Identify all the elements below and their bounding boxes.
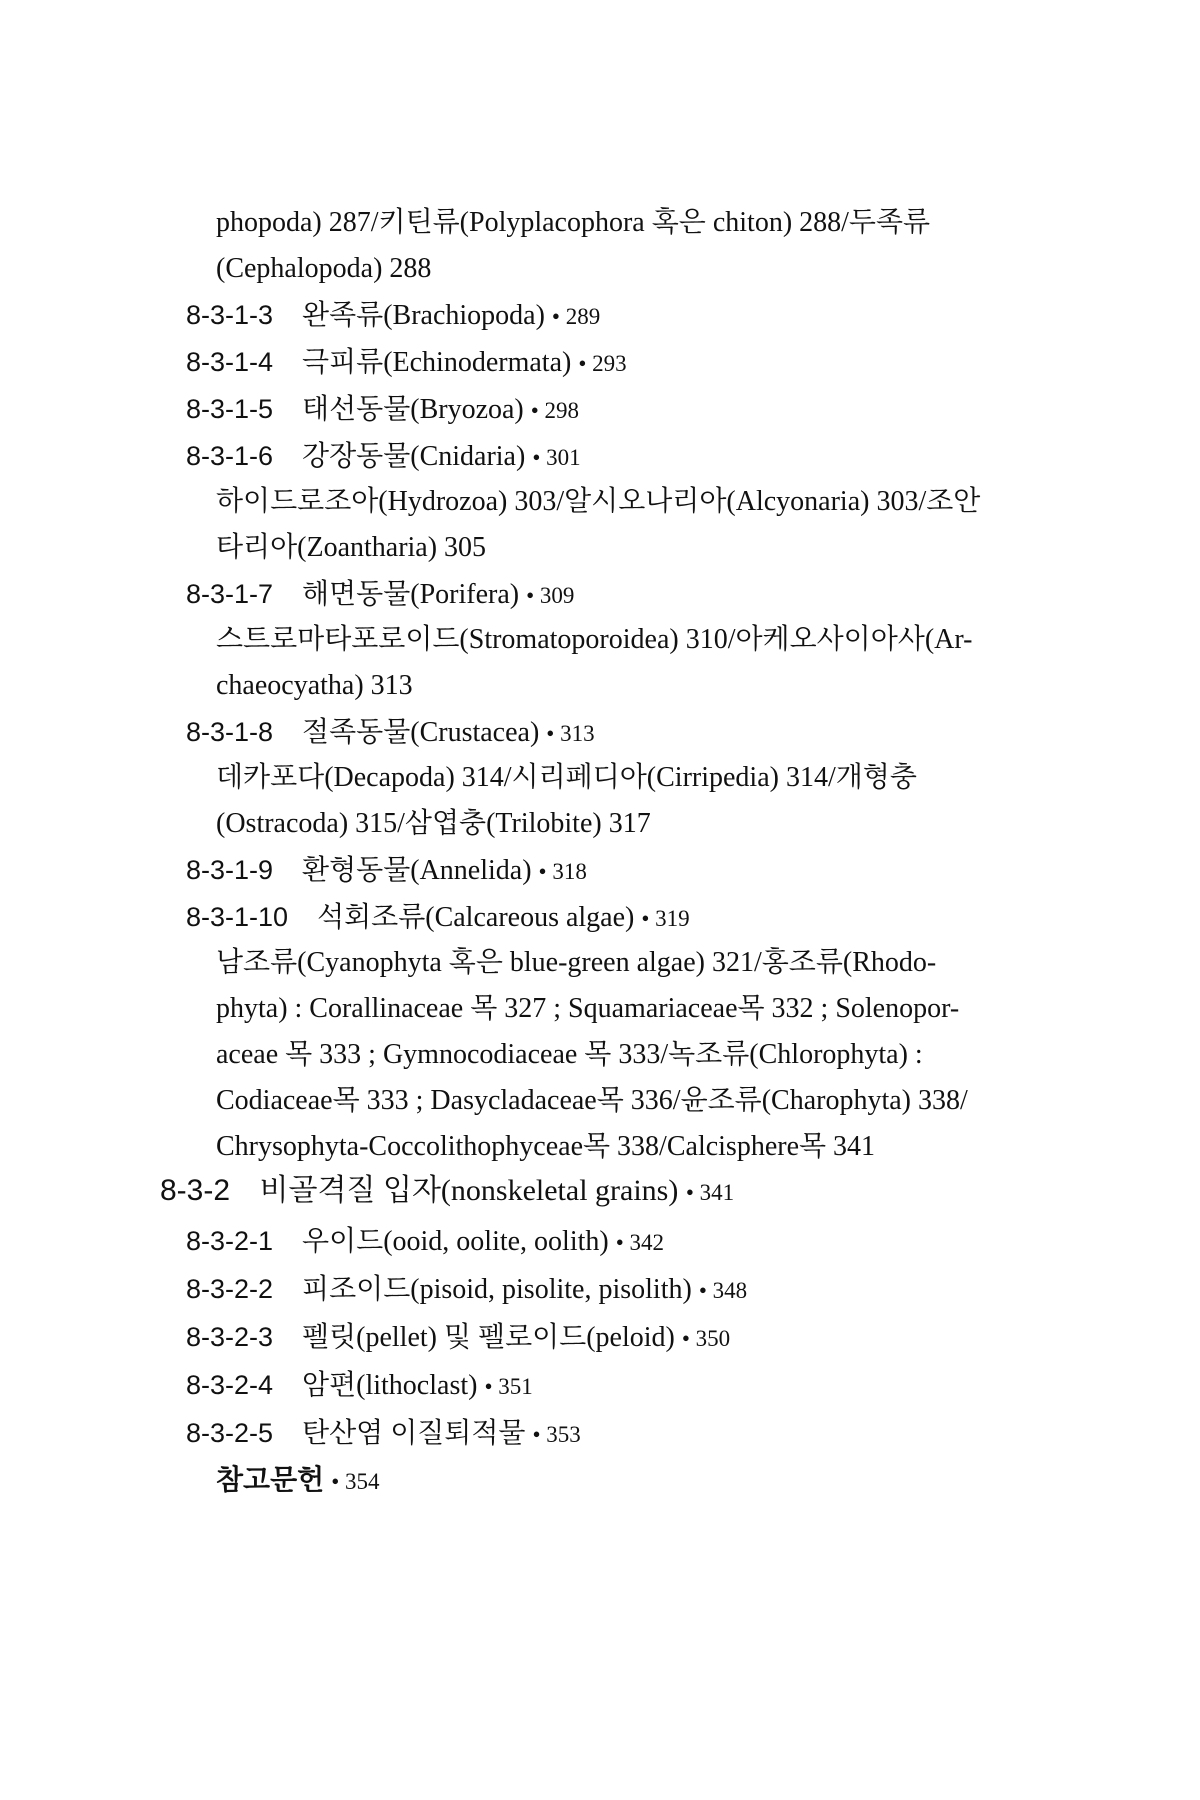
toc-text: aceae 목 333 ; Gymnocodiaceae 목 333/녹조류(Chlorophyta) :: [216, 1039, 923, 1070]
toc-subentry-line: [216, 623, 972, 657]
section-title: 태선동물(Bryozoa): [302, 394, 524, 425]
page-number: • 318: [538, 859, 587, 884]
page-number: • 341: [685, 1180, 735, 1205]
toc-text: 타리아(Zoantharia) 305: [216, 532, 487, 563]
section-title: 우이드(ooid, oolite, oolith): [302, 1226, 609, 1257]
toc-entry: [186, 577, 574, 613]
section-title: 암편(lithoclast): [302, 1370, 478, 1401]
toc-entry: [186, 1224, 664, 1260]
section-number: 8-3-1-4: [186, 347, 274, 377]
section-number: 8-3-2-5: [186, 1418, 274, 1448]
toc-subentry-line: [216, 761, 917, 795]
toc-subentry-line: [216, 1084, 968, 1118]
toc-entry: [186, 1368, 533, 1404]
toc-entry: [186, 853, 587, 889]
toc-text: 하이드로조아(Hydrozoa) 303/알시오나리아(Alcyonaria) 303/조안: [216, 486, 981, 517]
toc-continuation-line: [216, 206, 930, 240]
toc-text: (Cephalopoda) 288: [216, 253, 432, 284]
page-number: • 351: [484, 1374, 533, 1399]
toc-text: phopoda) 287/키틴류(Polyplacophora 혹은 chiton) 288/두족류: [216, 207, 931, 238]
toc-entry: [186, 392, 579, 428]
section-title: 펠릿(pellet) 및 펠로이드(peloid): [302, 1322, 675, 1353]
page-number: • 350: [681, 1326, 731, 1351]
toc-text: chaeocyatha) 313: [216, 670, 413, 701]
page-number: • 289: [551, 304, 601, 329]
section-number: 8-3-2: [160, 1174, 231, 1207]
toc-subentry-line: [216, 531, 486, 565]
toc-entry: [186, 715, 595, 751]
toc-subentry-line: [216, 807, 651, 841]
page-number: • 342: [615, 1230, 665, 1255]
section-title: 극피류(Echinodermata): [302, 347, 572, 378]
toc-section-heading: [160, 1174, 734, 1210]
toc-subentry-line: [216, 1130, 875, 1164]
page-number: • 309: [526, 583, 575, 608]
section-number: 8-3-2-3: [186, 1322, 274, 1352]
section-title: 절족동물(Crustacea): [302, 717, 540, 748]
section-title: 참고문헌: [216, 1465, 325, 1496]
section-number: 8-3-1-10: [186, 902, 289, 932]
toc-text: 남조류(Cyanophyta 혹은 blue-green algae) 321/홍조류(Rhodo-: [216, 947, 937, 978]
section-title: 강장동물(Cnidaria): [302, 441, 526, 472]
section-title: 석회조류(Calcareous algae): [317, 902, 635, 933]
page-number: • 301: [532, 445, 581, 470]
toc-entry: [186, 1272, 747, 1308]
toc-text: 스트로마타포로이드(Stromatoporoidea) 310/아케오사이아사(Ar-: [216, 624, 973, 655]
toc-entry: [186, 298, 600, 334]
section-number: 8-3-1-7: [186, 579, 274, 609]
section-title: 완족류(Brachiopoda): [302, 300, 545, 331]
toc-subentry-line: [216, 992, 959, 1026]
page-number: • 313: [546, 721, 595, 746]
section-number: 8-3-1-5: [186, 394, 274, 424]
section-number: 8-3-2-2: [186, 1274, 274, 1304]
toc-entry-references: [216, 1464, 380, 1499]
section-number: 8-3-1-3: [186, 300, 274, 330]
page-number: • 348: [698, 1278, 748, 1303]
toc-entry: [186, 439, 581, 475]
page-number: • 319: [641, 906, 690, 931]
toc-text: Chrysophyta-Coccolithophyceae목 338/Calcisphere목 341: [216, 1131, 876, 1162]
toc-entry: [186, 1416, 581, 1452]
toc-entry: [186, 1320, 730, 1356]
section-title: 해면동물(Porifera): [302, 579, 520, 610]
toc-subentry-line: [216, 485, 980, 519]
toc-text: Codiaceae목 333 ; Dasycladaceae목 336/윤조류(Charophyta) 338/: [216, 1085, 968, 1116]
section-number: 8-3-2-1: [186, 1226, 274, 1256]
page-number: • 293: [578, 351, 627, 376]
toc-continuation-line: [216, 252, 431, 286]
toc-text: (Ostracoda) 315/삼엽충(Trilobite) 317: [216, 808, 651, 839]
section-title: 피조이드(pisoid, pisolite, pisolith): [302, 1274, 692, 1305]
section-number: 8-3-1-9: [186, 855, 274, 885]
toc-entry: [186, 345, 627, 381]
section-title: 환형동물(Annelida): [302, 855, 532, 886]
page-number: • 354: [331, 1469, 380, 1494]
toc-text: phyta) : Corallinaceae 목 327 ; Squamariaceae목 332 ; Solenopor-: [216, 993, 960, 1024]
toc-entry: [186, 900, 690, 936]
page-number: • 353: [532, 1422, 581, 1447]
section-title: 비골격질 입자(nonskeletal grains): [259, 1174, 679, 1207]
section-title: 탄산염 이질퇴적물: [302, 1418, 526, 1449]
section-number: 8-3-1-8: [186, 717, 274, 747]
toc-subentry-line: [216, 669, 413, 703]
toc-text: 데카포다(Decapoda) 314/시리페디아(Cirripedia) 314/개형충: [216, 762, 917, 793]
page-number: • 298: [530, 398, 580, 423]
section-number: 8-3-1-6: [186, 441, 274, 471]
section-number: 8-3-2-4: [186, 1370, 274, 1400]
toc-subentry-line: [216, 946, 936, 980]
toc-subentry-line: [216, 1038, 923, 1072]
